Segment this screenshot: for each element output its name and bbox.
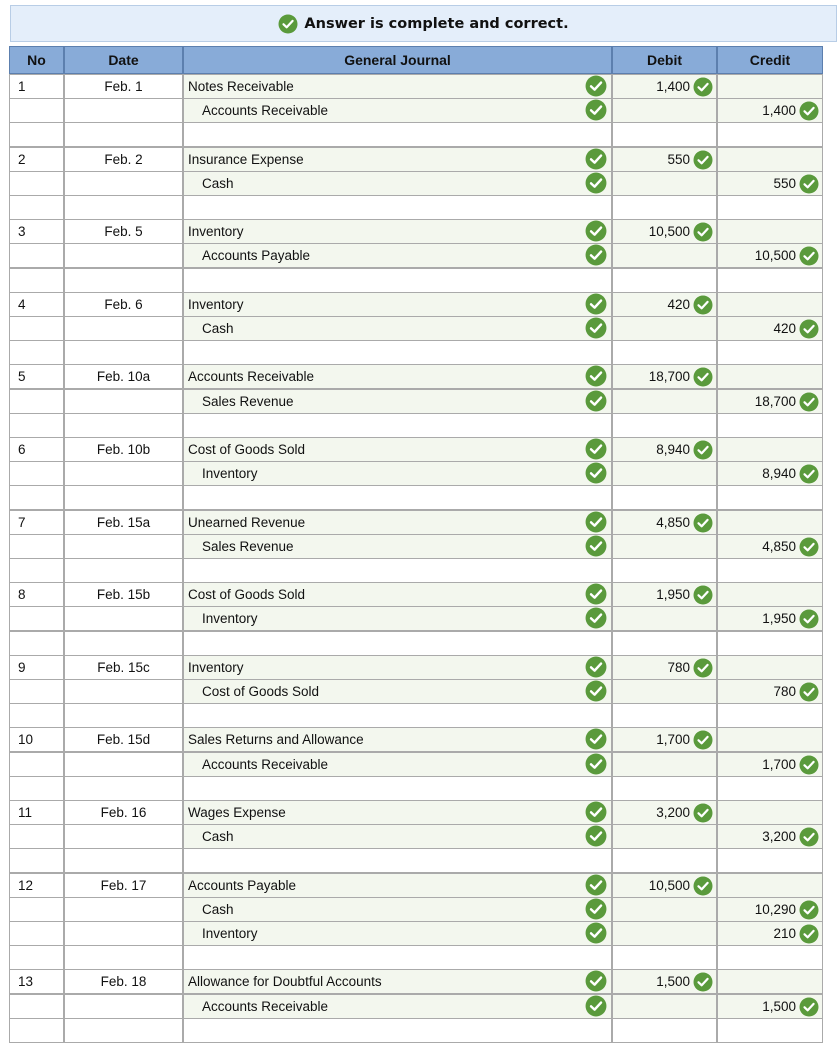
debit-cell[interactable] — [612, 219, 717, 244]
check-icon — [799, 319, 819, 339]
entry-number-blank — [9, 921, 64, 946]
check-icon — [585, 390, 607, 412]
entry-number-blank — [9, 824, 64, 849]
credit-cell[interactable] — [717, 485, 823, 510]
credit-cell[interactable] — [717, 945, 823, 970]
entry-number-blank — [9, 268, 64, 293]
account-cell[interactable]: Cash — [183, 316, 612, 341]
entry-number-blank — [9, 1018, 64, 1043]
check-icon — [585, 995, 607, 1017]
check-icon — [585, 244, 607, 266]
credit-cell[interactable] — [717, 389, 823, 414]
account-cell[interactable]: Cash — [183, 824, 612, 849]
check-icon — [585, 99, 607, 121]
check-icon — [585, 656, 607, 678]
date-cell[interactable]: Feb. 15d — [64, 727, 183, 752]
date-cell-blank — [64, 122, 183, 147]
debit-cell[interactable] — [612, 413, 717, 438]
debit-cell[interactable] — [612, 752, 717, 777]
account-cell[interactable]: Accounts Receivable — [183, 364, 612, 389]
check-icon — [585, 317, 607, 339]
debit-cell[interactable] — [612, 74, 717, 99]
credit-cell[interactable] — [717, 292, 823, 317]
date-cell-blank — [64, 461, 183, 486]
entry-number-blank — [9, 534, 64, 559]
debit-cell[interactable] — [612, 195, 717, 220]
credit-amount: 18,700 — [754, 394, 796, 410]
entry-number-blank — [9, 485, 64, 510]
debit-cell[interactable] — [612, 848, 717, 873]
date-cell[interactable]: Feb. 17 — [64, 873, 183, 898]
account-cell[interactable]: Sales Revenue — [183, 389, 612, 414]
entry-number-blank — [9, 413, 64, 438]
date-cell[interactable]: Feb. 10b — [64, 437, 183, 462]
date-cell-blank — [64, 606, 183, 631]
check-icon — [693, 295, 713, 315]
credit-cell[interactable] — [717, 703, 823, 728]
credit-cell[interactable] — [717, 776, 823, 801]
credit-cell[interactable] — [717, 413, 823, 438]
check-icon — [799, 246, 819, 266]
debit-amount: 1,400 — [656, 79, 690, 95]
credit-cell[interactable] — [717, 364, 823, 389]
debit-amount: 8,940 — [656, 442, 690, 458]
debit-cell[interactable] — [612, 606, 717, 631]
result-banner — [10, 5, 837, 42]
debit-amount: 18,700 — [648, 369, 690, 385]
entry-number-blank — [9, 461, 64, 486]
entry-number-blank — [9, 994, 64, 1019]
date-cell-blank — [64, 994, 183, 1019]
check-icon — [693, 77, 713, 97]
credit-cell[interactable] — [717, 631, 823, 656]
credit-cell[interactable] — [717, 243, 823, 268]
credit-cell[interactable] — [717, 316, 823, 341]
account-cell-blank[interactable] — [183, 413, 612, 438]
entry-number-blank — [9, 848, 64, 873]
entry-number-blank — [9, 703, 64, 728]
date-cell[interactable]: Feb. 2 — [64, 147, 183, 172]
check-icon — [585, 825, 607, 847]
account-cell[interactable]: Accounts Payable — [183, 873, 612, 898]
credit-cell[interactable] — [717, 219, 823, 244]
credit-cell[interactable] — [717, 921, 823, 946]
debit-amount: 420 — [667, 297, 690, 313]
credit-amount: 420 — [773, 321, 796, 337]
account-cell-blank[interactable] — [183, 485, 612, 510]
entry-number: 8 — [9, 582, 64, 607]
check-icon — [585, 462, 607, 484]
credit-cell[interactable] — [717, 461, 823, 486]
entry-number: 11 — [9, 800, 64, 825]
check-icon — [693, 730, 713, 750]
header-debit: Debit — [612, 46, 717, 74]
account-cell[interactable]: Inventory — [183, 292, 612, 317]
check-icon — [693, 585, 713, 605]
credit-cell[interactable] — [717, 582, 823, 607]
account-cell-blank[interactable] — [183, 776, 612, 801]
debit-amount: 3,200 — [656, 805, 690, 821]
credit-cell[interactable] — [717, 558, 823, 583]
check-icon — [585, 75, 607, 97]
account-cell[interactable]: Unearned Revenue — [183, 510, 612, 535]
date-cell[interactable]: Feb. 15a — [64, 510, 183, 535]
account-cell[interactable]: Inventory — [183, 461, 612, 486]
check-icon — [585, 583, 607, 605]
check-icon — [585, 680, 607, 702]
credit-cell[interactable] — [717, 800, 823, 825]
check-icon — [693, 513, 713, 533]
debit-cell[interactable] — [612, 340, 717, 365]
check-icon — [693, 972, 713, 992]
check-icon — [799, 924, 819, 944]
debit-cell[interactable] — [612, 316, 717, 341]
debit-cell[interactable] — [612, 485, 717, 510]
credit-cell[interactable] — [717, 437, 823, 462]
entry-number: 5 — [9, 364, 64, 389]
check-icon — [799, 101, 819, 121]
account-cell[interactable]: Inventory — [183, 655, 612, 680]
header-general-journal: General Journal — [183, 46, 612, 74]
entry-number-blank — [9, 945, 64, 970]
date-cell-blank — [64, 340, 183, 365]
credit-cell[interactable] — [717, 195, 823, 220]
check-icon — [585, 922, 607, 944]
account-cell-blank[interactable] — [183, 1018, 612, 1043]
debit-cell[interactable] — [612, 510, 717, 535]
debit-cell[interactable] — [612, 631, 717, 656]
date-cell-blank — [64, 534, 183, 559]
date-cell-blank — [64, 389, 183, 414]
account-cell-blank[interactable] — [183, 558, 612, 583]
debit-amount: 1,700 — [656, 732, 690, 748]
credit-cell[interactable] — [717, 340, 823, 365]
debit-cell[interactable] — [612, 437, 717, 462]
credit-cell[interactable] — [717, 534, 823, 559]
entry-number: 10 — [9, 727, 64, 752]
debit-cell[interactable] — [612, 243, 717, 268]
credit-cell[interactable] — [717, 897, 823, 922]
entry-number: 12 — [9, 873, 64, 898]
credit-cell[interactable] — [717, 848, 823, 873]
entry-number-blank — [9, 558, 64, 583]
entry-number-blank — [9, 389, 64, 414]
check-icon — [585, 728, 607, 750]
debit-cell[interactable] — [612, 171, 717, 196]
debit-cell[interactable] — [612, 945, 717, 970]
account-cell-blank[interactable] — [183, 631, 612, 656]
date-cell-blank — [64, 485, 183, 510]
credit-cell[interactable] — [717, 752, 823, 777]
date-cell-blank — [64, 171, 183, 196]
check-icon — [799, 464, 819, 484]
date-cell-blank — [64, 752, 183, 777]
check-icon — [799, 609, 819, 629]
check-icon — [585, 607, 607, 629]
date-cell[interactable]: Feb. 10a — [64, 364, 183, 389]
header-date: Date — [64, 46, 183, 74]
debit-cell[interactable] — [612, 147, 717, 172]
date-cell-blank — [64, 848, 183, 873]
credit-cell[interactable] — [717, 824, 823, 849]
debit-amount: 10,500 — [648, 224, 690, 240]
check-icon — [585, 511, 607, 533]
date-cell[interactable]: Feb. 16 — [64, 800, 183, 825]
account-cell-blank[interactable] — [183, 945, 612, 970]
account-cell[interactable]: Notes Receivable — [183, 74, 612, 99]
check-icon — [799, 174, 819, 194]
entry-number-blank — [9, 243, 64, 268]
entry-number: 13 — [9, 969, 64, 994]
entry-number-blank — [9, 631, 64, 656]
check-icon — [585, 172, 607, 194]
check-icon — [278, 14, 298, 34]
credit-amount: 1,950 — [762, 611, 796, 627]
entry-number: 3 — [9, 219, 64, 244]
credit-cell[interactable] — [717, 873, 823, 898]
debit-cell[interactable] — [612, 268, 717, 293]
credit-cell[interactable] — [717, 655, 823, 680]
account-cell[interactable]: Allowance for Doubtful Accounts — [183, 969, 612, 994]
date-cell[interactable]: Feb. 15c — [64, 655, 183, 680]
account-cell[interactable]: Wages Expense — [183, 800, 612, 825]
credit-cell[interactable] — [717, 171, 823, 196]
entry-number: 2 — [9, 147, 64, 172]
check-icon — [693, 367, 713, 387]
date-cell-blank — [64, 316, 183, 341]
account-cell-blank[interactable] — [183, 848, 612, 873]
debit-cell[interactable] — [612, 679, 717, 704]
check-icon — [585, 293, 607, 315]
debit-cell[interactable] — [612, 558, 717, 583]
credit-amount: 4,850 — [762, 539, 796, 555]
debit-amount: 10,500 — [648, 878, 690, 894]
debit-amount: 780 — [667, 660, 690, 676]
date-cell[interactable]: Feb. 6 — [64, 292, 183, 317]
debit-cell[interactable] — [612, 703, 717, 728]
check-icon — [693, 803, 713, 823]
entry-number: 6 — [9, 437, 64, 462]
entry-number-blank — [9, 195, 64, 220]
entry-number: 9 — [9, 655, 64, 680]
debit-cell[interactable] — [612, 873, 717, 898]
debit-cell[interactable] — [612, 461, 717, 486]
entry-number-blank — [9, 897, 64, 922]
debit-cell[interactable] — [612, 364, 717, 389]
credit-cell[interactable] — [717, 969, 823, 994]
entry-number: 1 — [9, 74, 64, 99]
credit-cell[interactable] — [717, 147, 823, 172]
credit-amount: 10,500 — [754, 248, 796, 264]
credit-cell[interactable] — [717, 98, 823, 123]
debit-cell[interactable] — [612, 800, 717, 825]
debit-cell[interactable] — [612, 776, 717, 801]
date-cell-blank — [64, 776, 183, 801]
date-cell-blank — [64, 98, 183, 123]
debit-cell[interactable] — [612, 582, 717, 607]
entry-number-blank — [9, 679, 64, 704]
check-icon — [693, 440, 713, 460]
check-icon — [585, 970, 607, 992]
entry-number-blank — [9, 606, 64, 631]
credit-amount: 550 — [773, 176, 796, 192]
credit-amount: 210 — [773, 926, 796, 942]
date-cell[interactable]: Feb. 1 — [64, 74, 183, 99]
date-cell-blank — [64, 945, 183, 970]
date-cell-blank — [64, 1018, 183, 1043]
credit-amount: 8,940 — [762, 466, 796, 482]
date-cell-blank — [64, 703, 183, 728]
date-cell[interactable]: Feb. 18 — [64, 969, 183, 994]
banner-text: Answer is complete and correct. — [304, 15, 569, 32]
credit-amount: 780 — [773, 684, 796, 700]
account-cell-blank[interactable] — [183, 122, 612, 147]
account-cell[interactable]: Inventory — [183, 219, 612, 244]
check-icon — [799, 755, 819, 775]
credit-cell[interactable] — [717, 510, 823, 535]
credit-amount: 1,400 — [762, 103, 796, 119]
date-cell[interactable]: Feb. 15b — [64, 582, 183, 607]
credit-cell[interactable] — [717, 122, 823, 147]
debit-cell[interactable] — [612, 824, 717, 849]
date-cell-blank — [64, 679, 183, 704]
check-icon — [585, 220, 607, 242]
check-icon — [585, 365, 607, 387]
date-cell-blank — [64, 558, 183, 583]
check-icon — [585, 438, 607, 460]
account-cell[interactable]: Cost of Goods Sold — [183, 582, 612, 607]
credit-cell[interactable] — [717, 727, 823, 752]
account-cell-blank[interactable] — [183, 340, 612, 365]
check-icon — [585, 801, 607, 823]
date-cell[interactable]: Feb. 5 — [64, 219, 183, 244]
check-icon — [693, 876, 713, 896]
account-cell[interactable]: Inventory — [183, 921, 612, 946]
account-cell[interactable]: Sales Revenue — [183, 534, 612, 559]
account-cell[interactable]: Accounts Receivable — [183, 994, 612, 1019]
debit-cell[interactable] — [612, 98, 717, 123]
check-icon — [799, 537, 819, 557]
date-cell-blank — [64, 921, 183, 946]
check-icon — [585, 148, 607, 170]
credit-cell[interactable] — [717, 679, 823, 704]
credit-cell[interactable] — [717, 994, 823, 1019]
entry-number-blank — [9, 171, 64, 196]
date-cell-blank — [64, 268, 183, 293]
date-cell-blank — [64, 824, 183, 849]
debit-cell[interactable] — [612, 655, 717, 680]
account-cell-blank[interactable] — [183, 703, 612, 728]
debit-cell[interactable] — [612, 292, 717, 317]
check-icon — [585, 874, 607, 896]
entry-number-blank — [9, 98, 64, 123]
check-icon — [799, 827, 819, 847]
entry-number: 7 — [9, 510, 64, 535]
account-cell[interactable]: Sales Returns and Allowance — [183, 727, 612, 752]
credit-amount: 3,200 — [762, 829, 796, 845]
account-cell[interactable]: Accounts Receivable — [183, 98, 612, 123]
debit-cell[interactable] — [612, 727, 717, 752]
account-cell[interactable]: Inventory — [183, 606, 612, 631]
debit-cell[interactable] — [612, 921, 717, 946]
debit-cell[interactable] — [612, 1018, 717, 1043]
account-cell[interactable]: Accounts Receivable — [183, 752, 612, 777]
account-cell-blank[interactable] — [183, 195, 612, 220]
header-no: No — [9, 46, 64, 74]
credit-amount: 1,500 — [762, 999, 796, 1015]
credit-cell[interactable] — [717, 1018, 823, 1043]
debit-amount: 550 — [667, 152, 690, 168]
entry-number-blank — [9, 122, 64, 147]
check-icon — [693, 222, 713, 242]
date-cell-blank — [64, 413, 183, 438]
credit-cell[interactable] — [717, 74, 823, 99]
debit-cell[interactable] — [612, 122, 717, 147]
credit-cell[interactable] — [717, 268, 823, 293]
entry-number: 4 — [9, 292, 64, 317]
account-cell[interactable]: Cost of Goods Sold — [183, 679, 612, 704]
entry-number-blank — [9, 752, 64, 777]
date-cell-blank — [64, 897, 183, 922]
check-icon — [693, 658, 713, 678]
account-cell-blank[interactable] — [183, 268, 612, 293]
check-icon — [585, 898, 607, 920]
credit-cell[interactable] — [717, 606, 823, 631]
debit-cell[interactable] — [612, 969, 717, 994]
debit-cell[interactable] — [612, 389, 717, 414]
check-icon — [799, 682, 819, 702]
date-cell-blank — [64, 631, 183, 656]
debit-amount: 1,950 — [656, 587, 690, 603]
check-icon — [799, 392, 819, 412]
date-cell-blank — [64, 243, 183, 268]
check-icon — [799, 997, 819, 1017]
entry-number-blank — [9, 340, 64, 365]
entry-number-blank — [9, 316, 64, 341]
account-cell[interactable]: Insurance Expense — [183, 147, 612, 172]
header-credit: Credit — [717, 46, 823, 74]
debit-cell[interactable] — [612, 994, 717, 1019]
debit-amount: 4,850 — [656, 515, 690, 531]
check-icon — [693, 150, 713, 170]
check-icon — [585, 535, 607, 557]
account-cell[interactable]: Cash — [183, 897, 612, 922]
debit-cell[interactable] — [612, 897, 717, 922]
credit-amount: 1,700 — [762, 757, 796, 773]
entry-number-blank — [9, 776, 64, 801]
check-icon — [799, 900, 819, 920]
debit-amount: 1,500 — [656, 974, 690, 990]
account-cell[interactable]: Cash — [183, 171, 612, 196]
account-cell[interactable]: Accounts Payable — [183, 243, 612, 268]
date-cell-blank — [64, 195, 183, 220]
credit-amount: 10,290 — [754, 902, 796, 918]
check-icon — [585, 753, 607, 775]
debit-cell[interactable] — [612, 534, 717, 559]
account-cell[interactable]: Cost of Goods Sold — [183, 437, 612, 462]
